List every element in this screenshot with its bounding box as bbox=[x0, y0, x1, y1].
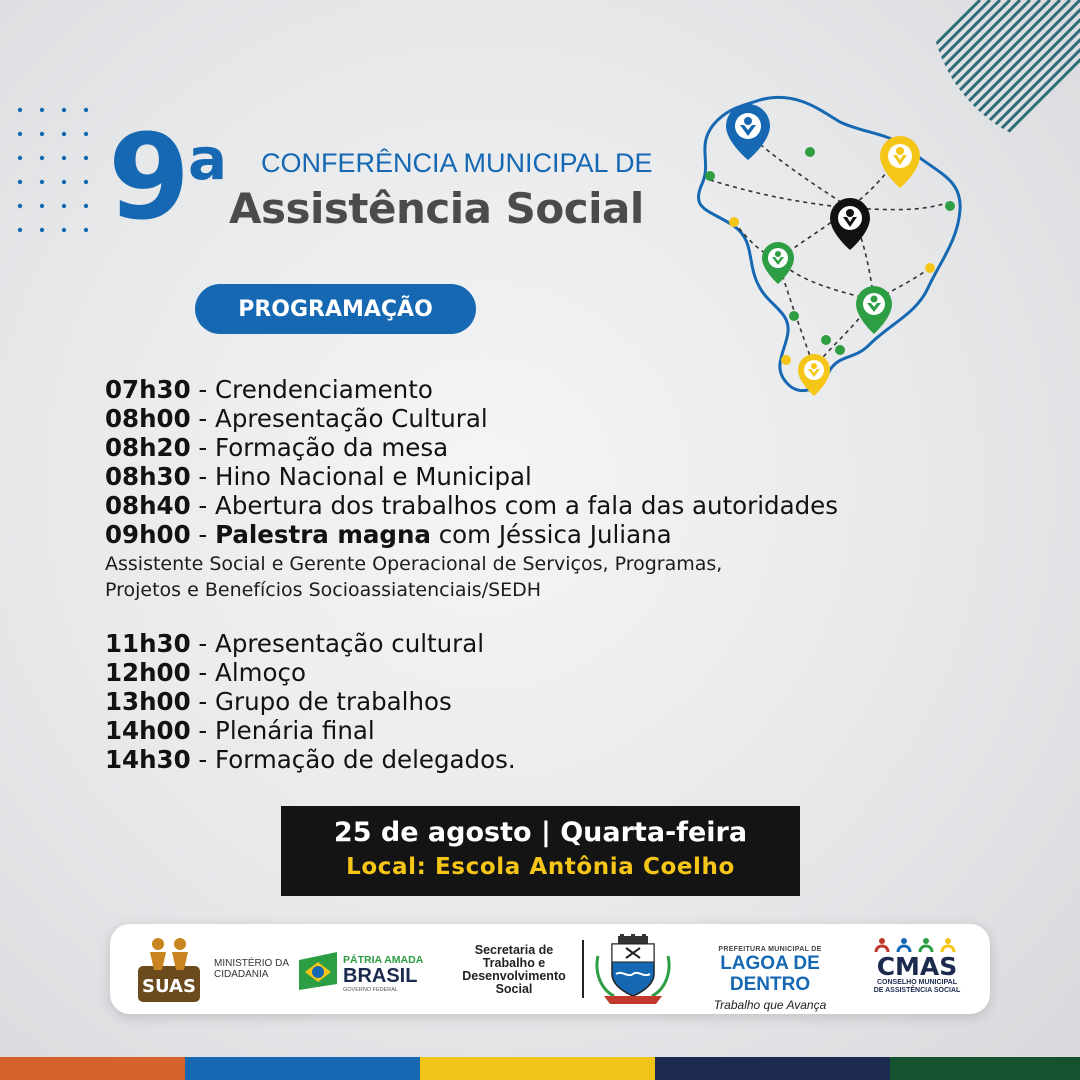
schedule-list bbox=[105, 375, 1005, 774]
schedule-text: com Jéssica Juliana bbox=[430, 520, 672, 549]
schedule-time: 13h00 bbox=[105, 687, 191, 716]
schedule-item bbox=[105, 433, 1005, 462]
schedule-time: 08h40 bbox=[105, 491, 191, 520]
schedule-time: 08h00 bbox=[105, 404, 191, 433]
schedule-text: - Abertura dos trabalhos com a fala das autoridades bbox=[190, 491, 839, 520]
bar-segment-navy bbox=[655, 1057, 890, 1080]
prefeitura-small: PREFEITURA MUNICIPAL DE bbox=[718, 946, 822, 953]
sponsor-logos-bar bbox=[110, 924, 990, 1014]
bar-segment-orange bbox=[0, 1057, 185, 1080]
spacer bbox=[105, 603, 1005, 629]
schedule-text: - Apresentação cultural bbox=[190, 629, 485, 658]
schedule-text: - Plenária final bbox=[190, 716, 375, 745]
schedule-highlight: Palestra magna bbox=[215, 520, 431, 549]
patria-line3: GOVERNO FEDERAL bbox=[343, 987, 399, 992]
schedule-time: 07h30 bbox=[105, 375, 191, 404]
schedule-time: 14h30 bbox=[105, 745, 191, 774]
schedule-text: - Crendenciamento bbox=[190, 375, 433, 404]
secretaria-line2: Trabalho e bbox=[482, 956, 546, 970]
secretaria-line4: Social bbox=[495, 982, 533, 996]
schedule-item bbox=[105, 520, 1005, 549]
patria-line2: BRASIL bbox=[343, 965, 418, 987]
schedule-item bbox=[105, 687, 1005, 716]
event-date: 25 de agosto | Quarta-feira bbox=[333, 817, 748, 848]
prefeitura-logo bbox=[680, 946, 860, 1012]
schedule-time: 14h00 bbox=[105, 716, 191, 745]
schedule-item bbox=[105, 658, 1005, 687]
schedule-time: 08h20 bbox=[105, 433, 191, 462]
logo-divider bbox=[582, 940, 584, 998]
secretaria-line3: Desenvolvimento bbox=[462, 969, 566, 983]
schedule-time: 11h30 bbox=[105, 629, 191, 658]
prefeitura-slogan: Trabalho que Avança bbox=[713, 998, 827, 1012]
edition-number: 9 bbox=[108, 108, 185, 246]
speaker-note-line2: Projetos e Benefícios Socioassiatenciais/SEDH bbox=[105, 579, 542, 601]
municipal-coat-of-arms bbox=[590, 934, 676, 1006]
speaker-note bbox=[105, 551, 1005, 603]
schedule-text: - Formação de delegados. bbox=[190, 745, 516, 774]
dot-grid-decoration bbox=[14, 104, 104, 244]
prefeitura-name: LAGOA DE DENTRO bbox=[720, 953, 820, 995]
schedule-time: 12h00 bbox=[105, 658, 191, 687]
patria-amada-brasil-logo bbox=[297, 950, 442, 992]
cmas-sub1: CONSELHO MUNICIPAL bbox=[877, 979, 957, 986]
secretaria-label bbox=[450, 944, 578, 996]
event-info-box bbox=[281, 806, 800, 896]
schedule-item bbox=[105, 745, 1005, 774]
secretaria-line1: Secretaria de bbox=[474, 943, 554, 957]
schedule-text-prefix: - bbox=[190, 520, 216, 549]
cmas-name: CMAS bbox=[876, 952, 958, 981]
event-location: Local: Escola Antônia Coelho bbox=[346, 854, 735, 880]
ministerio-line1: MINISTÉRIO DA bbox=[214, 958, 290, 969]
patria-line1: PÁTRIA AMADA bbox=[343, 954, 424, 966]
schedule-item bbox=[105, 491, 1005, 520]
schedule-item bbox=[105, 462, 1005, 491]
schedule-text: - Almoço bbox=[190, 658, 306, 687]
speaker-note-line1: Assistente Social e Gerente Operacional de Serviços, Programas, bbox=[105, 553, 723, 575]
ministerio-line2: CIDADANIA bbox=[214, 969, 269, 980]
edition-ordinal: a bbox=[188, 125, 228, 193]
schedule-item bbox=[105, 716, 1005, 745]
cmas-sub2: DE ASSISTÊNCIA SOCIAL bbox=[873, 987, 961, 994]
bar-segment-yellow bbox=[420, 1057, 655, 1080]
programacao-badge: PROGRAMAÇÃO bbox=[195, 284, 476, 334]
schedule-text: - Formação da mesa bbox=[190, 433, 449, 462]
schedule-time: 08h30 bbox=[105, 462, 191, 491]
schedule-item bbox=[105, 404, 1005, 433]
schedule-text: - Grupo de trabalhos bbox=[190, 687, 452, 716]
suas-logo-text: SUAS bbox=[142, 976, 196, 997]
brazil-map-illustration bbox=[690, 92, 970, 402]
title-line1: CONFERÊNCIA MUNICIPAL DE bbox=[261, 148, 653, 178]
suas-logo bbox=[132, 930, 206, 1008]
schedule-time: 09h00 bbox=[105, 520, 191, 549]
bar-segment-blue bbox=[185, 1057, 420, 1080]
schedule-item bbox=[105, 629, 1005, 658]
cmas-people-icon bbox=[872, 936, 962, 954]
cmas-logo bbox=[862, 934, 972, 995]
schedule-text: - Hino Nacional e Municipal bbox=[190, 462, 532, 491]
color-stripe-bar bbox=[0, 1057, 1080, 1080]
schedule-text: - Apresentação Cultural bbox=[190, 404, 488, 433]
ministerio-label bbox=[214, 958, 289, 980]
schedule-item bbox=[105, 375, 1005, 404]
bar-segment-green bbox=[890, 1057, 1080, 1080]
title-line2: Assistência Social bbox=[229, 184, 644, 233]
